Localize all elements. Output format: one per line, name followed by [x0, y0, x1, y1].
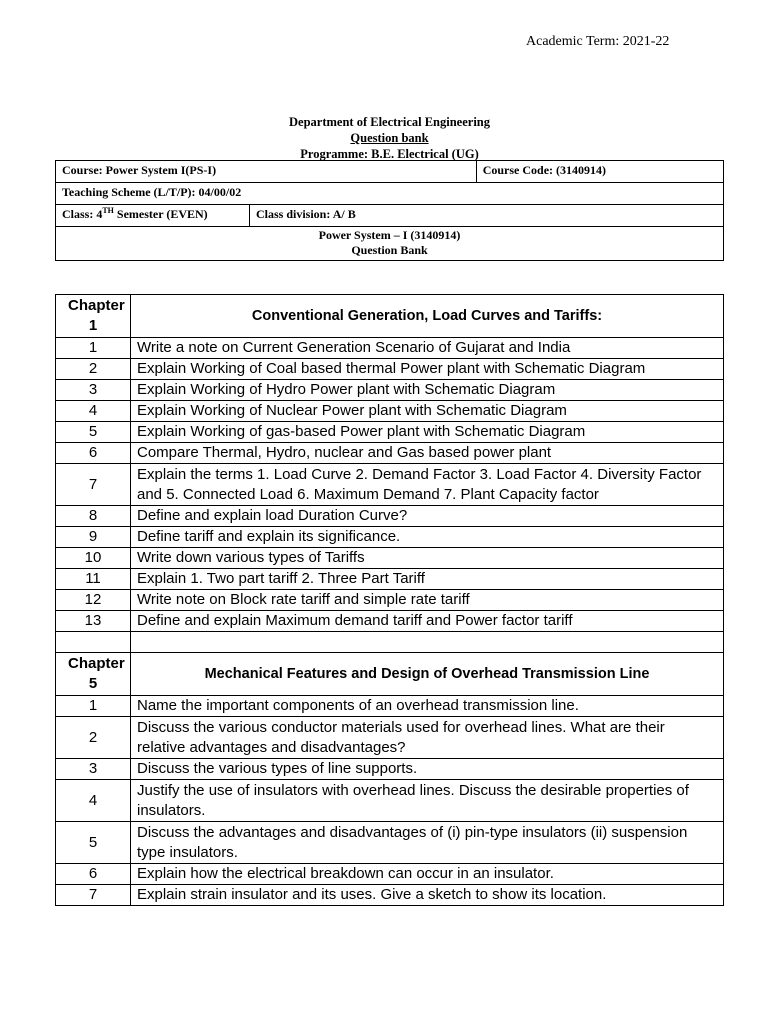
question-text: Explain Working of Hydro Power plant with Schematic Diagram	[131, 380, 724, 401]
question-number: 13	[56, 611, 131, 632]
question-number: 2	[56, 717, 131, 759]
question-number: 4	[56, 780, 131, 822]
chapter-header-row	[56, 653, 724, 696]
programme-line: Programme: B.E. Electrical (UG)	[300, 147, 479, 161]
class-division-cell: Class division: A/ B	[250, 205, 724, 227]
question-number: 5	[56, 822, 131, 864]
question-text: Discuss the advantages and disadvantages of (i) pin-type insulators (ii) suspension type insulators.	[131, 822, 724, 864]
course-info-table	[55, 160, 724, 261]
question-number: 1	[56, 338, 131, 359]
question-text: Discuss the various conductor materials used for overhead lines. What are their relative advantages and disadvantages?	[131, 717, 724, 759]
question-text: Explain Working of Coal based thermal Power plant with Schematic Diagram	[131, 359, 724, 380]
question-text: Write note on Block rate tariff and simple rate tariff	[131, 590, 724, 611]
question-text: Define and explain load Duration Curve?	[131, 506, 724, 527]
question-text: Explain how the electrical breakdown can occur in an insulator.	[131, 864, 724, 885]
question-row	[56, 717, 724, 759]
question-row	[56, 338, 724, 359]
chapter-title: Conventional Generation, Load Curves and Tariffs:	[131, 295, 724, 338]
question-text: Compare Thermal, Hydro, nuclear and Gas based power plant	[131, 443, 724, 464]
question-number: 6	[56, 443, 131, 464]
question-number: 8	[56, 506, 131, 527]
question-row	[56, 506, 724, 527]
question-row	[56, 759, 724, 780]
question-number: 6	[56, 864, 131, 885]
question-number: 4	[56, 401, 131, 422]
question-number: 10	[56, 548, 131, 569]
question-number: 11	[56, 569, 131, 590]
spacer-row	[56, 632, 724, 653]
question-row	[56, 696, 724, 717]
question-number: 3	[56, 759, 131, 780]
question-row	[56, 590, 724, 611]
question-number: 7	[56, 885, 131, 906]
question-text: Define tariff and explain its significance.	[131, 527, 724, 548]
question-text: Explain the terms 1. Load Curve 2. Demand Factor 3. Load Factor 4. Diversity Factor and 5. Connected Load 6. Maximum Demand 7. Plant Capacity factor	[131, 464, 724, 506]
question-text: Explain strain insulator and its uses. Give a sketch to show its location.	[131, 885, 724, 906]
question-row	[56, 401, 724, 422]
academic-term: Academic Term: 2021-22	[526, 34, 670, 49]
question-number: 12	[56, 590, 131, 611]
question-row	[56, 443, 724, 464]
question-number: 1	[56, 696, 131, 717]
question-text: Write a note on Current Generation Scenario of Gujarat and India	[131, 338, 724, 359]
teaching-scheme-cell: Teaching Scheme (L/T/P): 04/00/02	[56, 183, 724, 205]
question-row	[56, 422, 724, 443]
course-code-cell: Course Code: (3140914)	[476, 161, 723, 183]
question-row	[56, 359, 724, 380]
question-text: Name the important components of an overhead transmission line.	[131, 696, 724, 717]
question-number: 9	[56, 527, 131, 548]
question-number: 3	[56, 380, 131, 401]
question-table	[55, 294, 724, 906]
spacer-cell	[131, 632, 724, 653]
question-row	[56, 822, 724, 864]
question-text: Explain 1. Two part tariff 2. Three Part Tariff	[131, 569, 724, 590]
question-row	[56, 569, 724, 590]
question-text: Write down various types of Tariffs	[131, 548, 724, 569]
class-cell: Class: 4TH Semester (EVEN)	[56, 205, 250, 227]
question-text: Justify the use of insulators with overhead lines. Discuss the desirable properties of insulators.	[131, 780, 724, 822]
question-text: Define and explain Maximum demand tariff and Power factor tariff	[131, 611, 724, 632]
question-row	[56, 548, 724, 569]
question-row	[56, 885, 724, 906]
question-row	[56, 380, 724, 401]
question-text: Discuss the various types of line supports.	[131, 759, 724, 780]
question-number: 2	[56, 359, 131, 380]
question-row	[56, 527, 724, 548]
question-bank-subtitle: Question bank	[350, 131, 429, 145]
question-row	[56, 780, 724, 822]
document-header	[55, 114, 724, 162]
question-row	[56, 611, 724, 632]
question-text: Explain Working of gas-based Power plant with Schematic Diagram	[131, 422, 724, 443]
question-number: 7	[56, 464, 131, 506]
spacer-cell	[56, 632, 131, 653]
chapter-header-row	[56, 295, 724, 338]
question-row	[56, 464, 724, 506]
question-text: Explain Working of Nuclear Power plant with Schematic Diagram	[131, 401, 724, 422]
course-title-cell: Power System – I (3140914) Question Bank	[56, 227, 724, 261]
chapter-label: Chapter 1	[56, 295, 131, 338]
chapter-label: Chapter 5	[56, 653, 131, 696]
question-row	[56, 864, 724, 885]
chapter-title: Mechanical Features and Design of Overhead Transmission Line	[131, 653, 724, 696]
department-title: Department of Electrical Engineering	[289, 115, 490, 129]
course-cell: Course: Power System I(PS-I)	[56, 161, 477, 183]
question-number: 5	[56, 422, 131, 443]
